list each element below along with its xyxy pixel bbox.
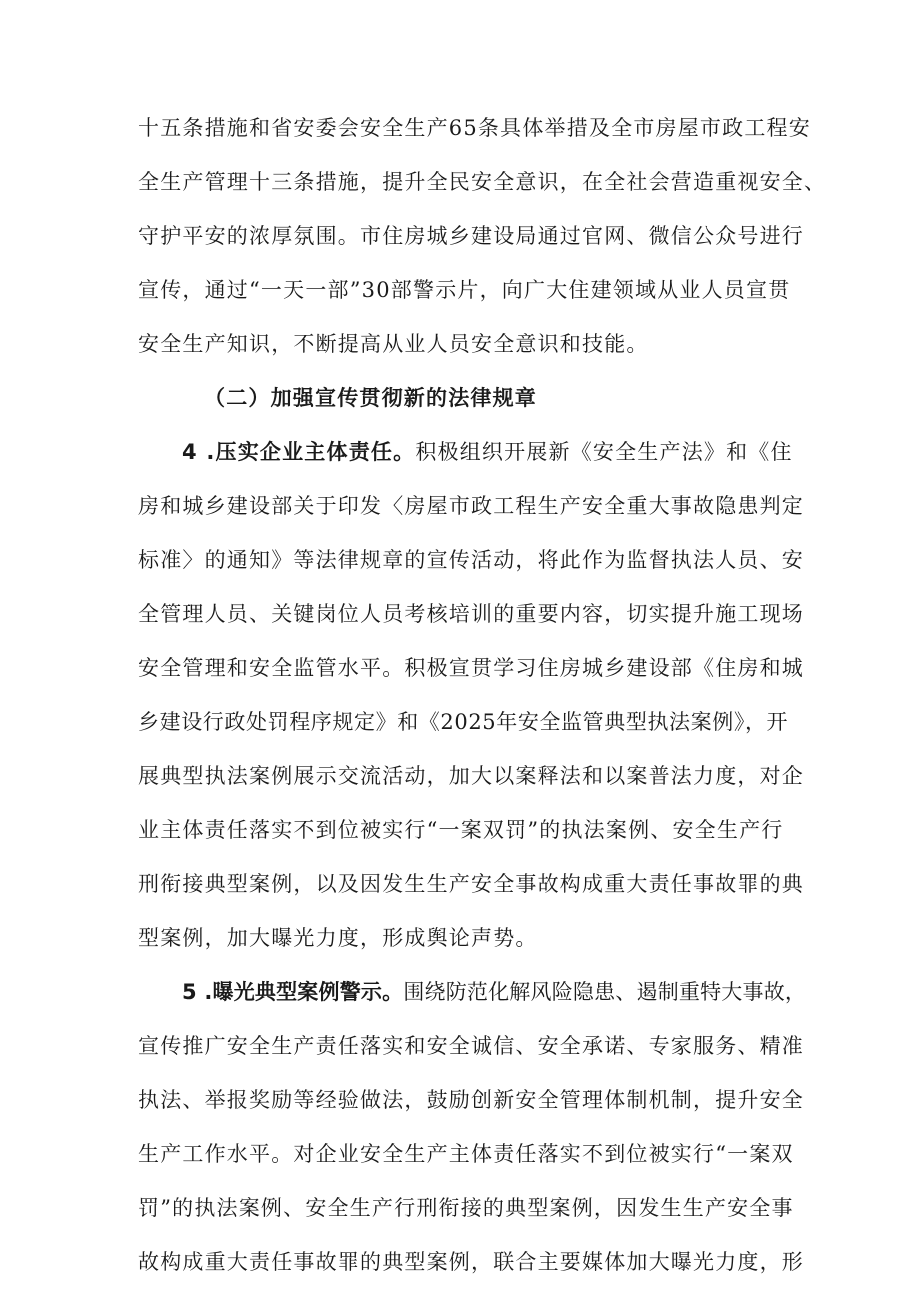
item4-title: 4 .压实企业主体责任。 [182, 440, 416, 464]
paragraph-line: 宣传，通过“一天一部”30部警示片，向广大住建领域从业人员宣贯 [138, 278, 791, 302]
item5-first-line-rest: 围绕防范化解风险隐患、遏制重特大事故， [403, 980, 807, 1004]
paragraph-line: 业主体责任落实不到位被实行“一案双罚”的执法案例、安全生产行 [138, 818, 784, 842]
paragraph-line: 刑衔接典型案例，以及因发生生产安全事故构成重大责任事故罪的典 [138, 872, 804, 896]
paragraph-line: 守护平安的浓厚氛围。市住房城乡建设局通过官网、微信公众号进行 [138, 224, 804, 248]
paragraph-line: 房和城乡建设部关于印发〈房屋市政工程生产安全重大事故隐患判定 [138, 494, 804, 518]
item5-title: 5 .曝光典型案例警示。 [182, 980, 404, 1004]
paragraph-line: 罚”的执法案例、安全生产行刑衔接的典型案例，因发生生产安全事 [138, 1196, 794, 1220]
paragraph-line: 安全生产知识，不断提高从业人员安全意识和技能。 [138, 332, 649, 356]
item4-first-line-rest: 积极组织开展新《安全生产法》和《住 [415, 440, 793, 464]
paragraph-line: 生产工作水平。对企业安全生产主体责任落实不到位被实行“一案双 [138, 1142, 794, 1166]
item5-first-line [138, 972, 807, 1026]
paragraph-line: 安全管理和安全监管水平。积极宣贯学习住房城乡建设部《住房和城 [138, 656, 804, 680]
paragraph-line: 型案例，加大曝光力度，形成舆论声势。 [138, 926, 538, 950]
paragraph-line: 执法、举报奖励等经验做法，鼓励创新安全管理体制机制，提升安全 [138, 1088, 804, 1112]
paragraph-line: 故构成重大责任事故罪的典型案例，联合主要媒体加大曝光力度，形 [138, 1250, 804, 1274]
paragraph-line: 展典型执法案例展示交流活动，加大以案释法和以案普法力度，对企 [138, 764, 804, 788]
paragraph-line: 标准〉的通知》等法律规章的宣传活动，将此作为监督执法人员、安 [138, 548, 804, 572]
paragraph-line: 全生产管理十三条措施，提升全民安全意识，在全社会营造重视安全、 [138, 170, 827, 194]
document-page [138, 108, 827, 1296]
paragraph-line: 乡建设行政处罚程序规定》和《2025年安全监管典型执法案例》，开 [138, 710, 789, 734]
item4-first-line [138, 432, 793, 486]
paragraph-line: 十五条措施和省安委会安全生产65条具体举措及全市房屋市政工程安 [138, 116, 811, 140]
section-heading: （二）加强宣传贯彻新的法律规章 [204, 386, 537, 410]
paragraph-line: 宣传推广安全生产责任落实和安全诚信、安全承诺、专家服务、精准 [138, 1034, 804, 1058]
paragraph-line: 全管理人员、关键岗位人员考核培训的重要内容，切实提升施工现场 [138, 602, 804, 626]
